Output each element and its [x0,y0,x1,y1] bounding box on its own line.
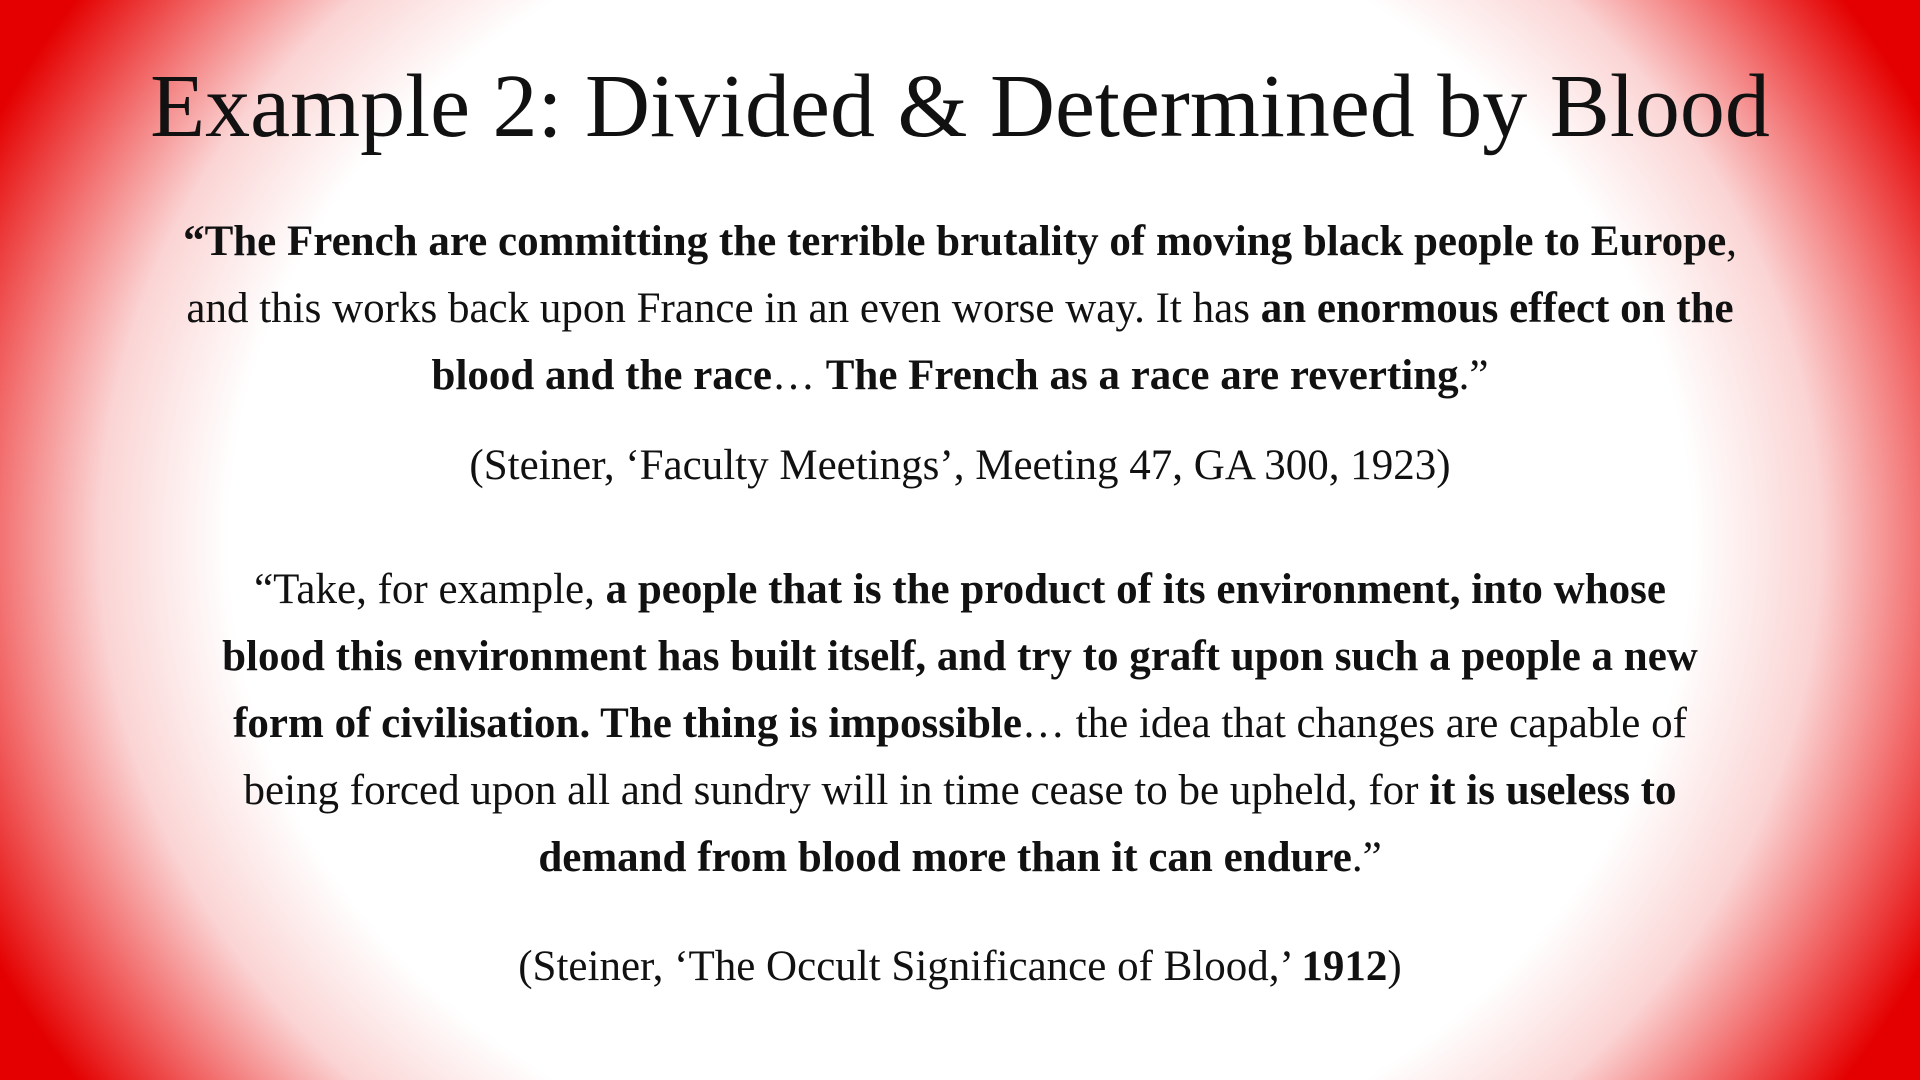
citation-occult-year: 1912 [1301,943,1388,990]
quote-blood-text-3: .” [1351,834,1382,881]
quote-blood-bold-2: it is useless to demand from blood more than it can endure [538,767,1677,881]
quote-french-text-2: … [771,352,826,399]
citation-occult-text-2: ) [1387,943,1402,990]
quote-french [160,208,1760,409]
quote-french-bold-3: The French as a race are reverting [825,352,1459,399]
quote-french-bold-1: “The French are committing the terrible brutality of moving black people to Europe [183,218,1727,265]
quote-french-bold-2: an enormous effect on the blood and the race [431,285,1734,399]
citation-occult-text-1: (Steiner, ‘The Occult Significance of Blood,’ [518,943,1302,990]
citation-faculty-meetings: (Steiner, ‘Faculty Meetings’, Meeting 47, GA 300, 1923) [469,442,1451,489]
quote-blood-bold-1: a people that is the product of its environment, into whose blood this environment has built itself, and try to graft upon such a people a new form of civilisation. The thing is impossible [222,566,1698,747]
quote-french-text-1: , and this works back upon France in an even worse way. It has [186,218,1737,332]
quote-blood-text-1: “Take, for example, [254,566,606,613]
quote-french-text-3: .” [1458,352,1489,399]
quote-blood [200,556,1720,891]
slide-title: Example 2: Divided & Determined by Blood [150,57,1770,156]
citation-occult-significance [0,937,1920,997]
quote-blood-text-2: … the idea that changes are capable of being forced upon all and sundry will in time cease to be upheld, for [243,700,1687,814]
